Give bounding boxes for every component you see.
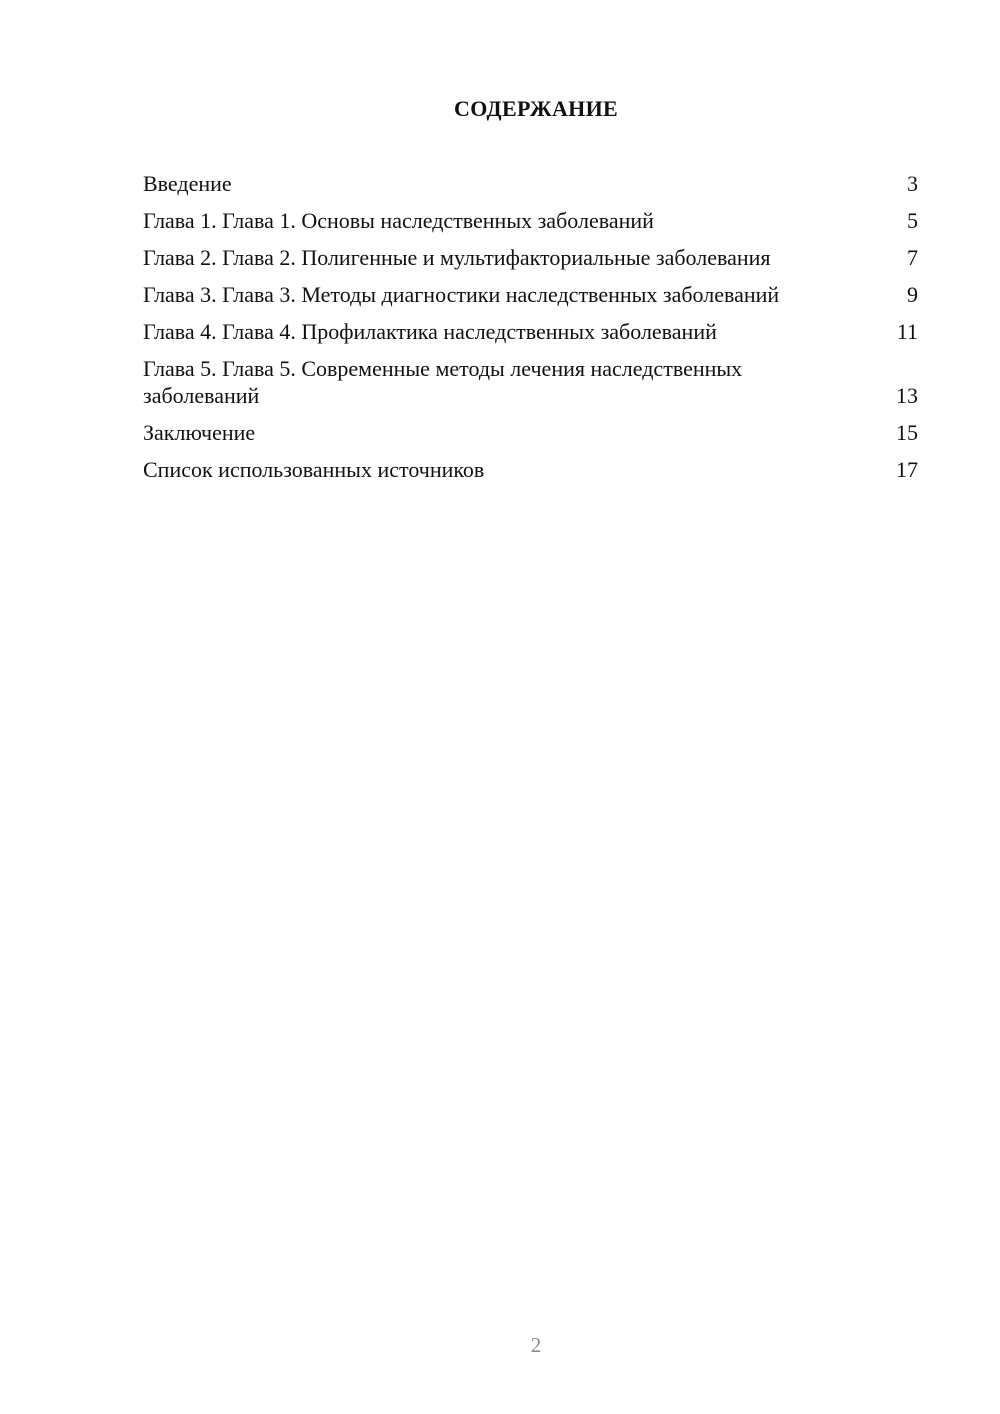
toc-entry-page-number: 9 (907, 282, 918, 307)
toc-entry-label: Глава 5. Глава 5. Современные методы лечения наследственных заболеваний (143, 356, 743, 408)
toc-entry-label: Глава 3. Глава 3. Методы диагностики наследственных заболеваний (143, 282, 780, 307)
page-number: 2 (530, 1333, 542, 1357)
toc-entry-label: Глава 1. Глава 1. Основы наследственных заболеваний (143, 208, 654, 233)
table-of-contents (143, 170, 918, 493)
toc-entry-page-number: 15 (896, 420, 918, 445)
toc-entry-label: Глава 2. Глава 2. Полигенные и мультифакториальные заболевания (143, 245, 771, 270)
toc-title: СОДЕРЖАНИЕ (454, 96, 618, 121)
toc-entry-label: Список использованных источников (143, 457, 485, 482)
toc-entry-page-number: 13 (896, 383, 918, 408)
toc-entry-page-number: 7 (907, 245, 918, 270)
toc-entry-chapter-5 (143, 355, 918, 409)
toc-entry-label: Глава 4. Глава 4. Профилактика наследственных заболеваний (143, 319, 717, 344)
toc-entry-chapter-3 (143, 281, 918, 308)
toc-entry-page-number: 11 (896, 319, 918, 344)
toc-entry-conclusion (143, 419, 918, 446)
toc-entry-chapter-4 (143, 318, 918, 345)
toc-entry-references (143, 456, 918, 483)
toc-entry-page-number: 17 (896, 457, 918, 482)
toc-entry-chapter-1 (143, 207, 918, 234)
toc-entry-chapter-2 (143, 244, 918, 271)
toc-entry-introduction (143, 170, 918, 197)
toc-entry-label: Заключение (143, 420, 256, 445)
toc-entry-label: Введение (143, 171, 232, 196)
toc-entry-page-number: 3 (907, 171, 918, 196)
toc-entry-page-number: 5 (907, 208, 918, 233)
